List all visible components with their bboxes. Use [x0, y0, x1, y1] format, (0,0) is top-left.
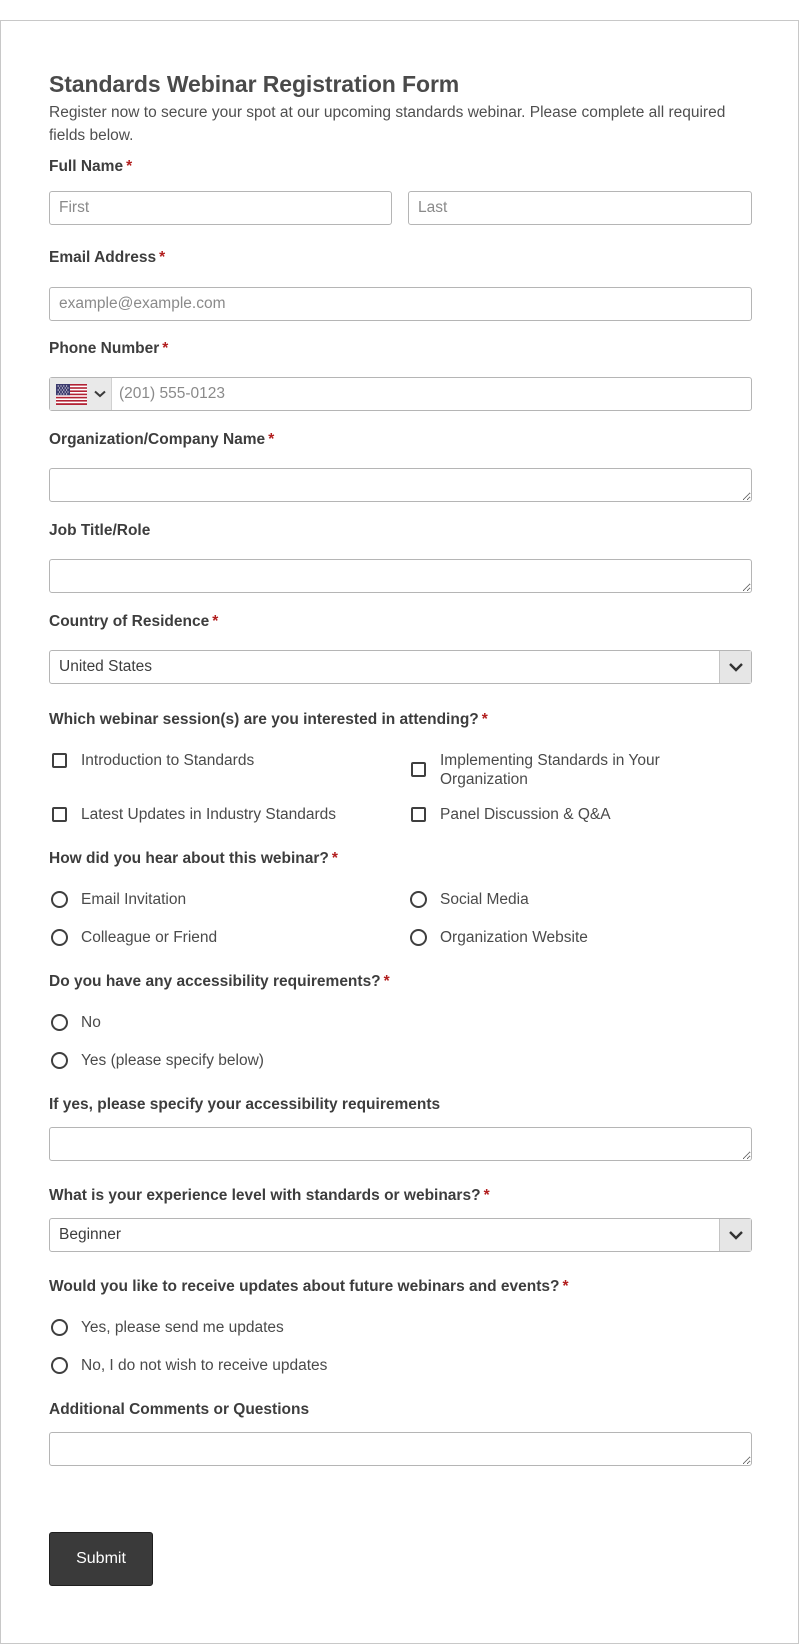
session-option[interactable]	[411, 805, 611, 824]
checkbox[interactable]	[411, 762, 426, 777]
heard-about-label	[49, 850, 338, 868]
experience-select-arrow[interactable]	[719, 1219, 751, 1251]
organization-input[interactable]	[49, 468, 752, 502]
required-marker: *	[268, 431, 275, 448]
experience-label-text: What is your experience level with standards or webinars?	[49, 1187, 481, 1204]
heard-about-option[interactable]	[410, 928, 588, 947]
phone-label-text: Phone Number	[49, 340, 160, 357]
heard-about-option[interactable]	[51, 928, 217, 947]
phone-label	[49, 340, 168, 358]
heard-about-option-label: Social Media	[440, 891, 529, 908]
organization-label	[49, 431, 274, 449]
accessibility-details-input[interactable]	[49, 1127, 752, 1161]
session-option-label: Introduction to Standards	[81, 752, 255, 769]
accessibility-option-label: Yes (please specify below)	[81, 1052, 264, 1069]
required-marker: *	[331, 850, 338, 867]
submit-button[interactable]: Submit	[49, 1532, 153, 1586]
accessibility-details-label	[49, 1096, 440, 1114]
session-option[interactable]	[52, 751, 254, 770]
country-code-selector[interactable]	[50, 378, 112, 410]
updates-option-label: Yes, please send me updates	[81, 1319, 284, 1336]
accessibility-details-label-text: If yes, please specify your accessibility requirements	[49, 1096, 441, 1113]
required-marker: *	[481, 711, 488, 728]
accessibility-option[interactable]	[51, 1013, 101, 1032]
sessions-label-text: Which webinar session(s) are you interested in attending?	[49, 711, 479, 728]
accessibility-label	[49, 973, 390, 991]
comments-input[interactable]	[49, 1432, 752, 1466]
session-option-label: Panel Discussion & Q&A	[440, 806, 611, 823]
form-title: Standards Webinar Registration Form	[49, 71, 460, 97]
experience-select[interactable]	[49, 1218, 752, 1252]
radio[interactable]	[51, 1052, 68, 1069]
country-select-arrow[interactable]	[719, 651, 751, 683]
accessibility-label-text: Do you have any accessibility requirements?	[49, 973, 381, 990]
last-name-input[interactable]	[408, 191, 752, 225]
heard-about-option-label: Email Invitation	[81, 891, 187, 908]
job-title-label-text: Job Title/Role	[49, 522, 151, 539]
checkbox[interactable]	[52, 753, 67, 768]
required-marker: *	[383, 973, 390, 990]
session-option[interactable]	[52, 805, 336, 824]
country-selected-value: United States	[59, 658, 153, 675]
experience-label	[49, 1187, 490, 1205]
job-title-input[interactable]	[49, 559, 752, 593]
country-select[interactable]	[49, 650, 752, 684]
heard-about-label-text: How did you hear about this webinar?	[49, 850, 329, 867]
updates-option[interactable]	[51, 1318, 284, 1337]
session-option[interactable]	[411, 751, 710, 789]
required-marker: *	[483, 1187, 490, 1204]
country-label	[49, 613, 218, 631]
required-marker: *	[162, 340, 169, 357]
comments-label-text: Additional Comments or Questions	[49, 1401, 310, 1418]
heard-about-option-label: Colleague or Friend	[81, 929, 218, 946]
job-title-label	[49, 522, 150, 540]
session-option-label: Latest Updates in Industry Standards	[81, 806, 337, 823]
email-label	[49, 249, 165, 267]
radio[interactable]	[410, 929, 427, 946]
updates-label-text: Would you like to receive updates about future webinars and events?	[49, 1278, 560, 1295]
chevron-down-icon	[728, 1230, 744, 1240]
radio[interactable]	[51, 1319, 68, 1336]
updates-option-label: No, I do not wish to receive updates	[81, 1357, 328, 1374]
phone-field	[49, 377, 752, 411]
full-name-label	[49, 158, 132, 176]
required-marker: *	[159, 249, 166, 266]
checkbox[interactable]	[52, 807, 67, 822]
heard-about-option[interactable]	[51, 890, 186, 909]
required-marker: *	[126, 158, 133, 175]
checkbox[interactable]	[411, 807, 426, 822]
accessibility-option[interactable]	[51, 1051, 264, 1070]
heard-about-option[interactable]	[410, 890, 529, 909]
session-option-label: Implementing Standards in Your Organization	[440, 752, 660, 788]
sessions-label	[49, 711, 488, 729]
form-description: Register now to secure your spot at our upcoming standards webinar. Please complete all required fields below.	[49, 104, 726, 144]
comments-label	[49, 1401, 309, 1419]
radio[interactable]	[51, 891, 68, 908]
us-flag-icon	[56, 384, 87, 405]
experience-selected-value: Beginner	[59, 1226, 122, 1243]
organization-label-text: Organization/Company Name	[49, 431, 266, 448]
radio[interactable]	[410, 891, 427, 908]
radio[interactable]	[51, 929, 68, 946]
radio[interactable]	[51, 1014, 68, 1031]
required-marker: *	[562, 1278, 569, 1295]
email-input[interactable]	[49, 287, 752, 321]
phone-input[interactable]	[112, 378, 742, 410]
chevron-down-icon	[728, 662, 744, 672]
first-name-input[interactable]	[49, 191, 392, 225]
email-label-text: Email Address	[49, 249, 157, 266]
required-marker: *	[212, 613, 219, 630]
updates-label	[49, 1278, 569, 1296]
updates-option[interactable]	[51, 1356, 327, 1375]
accessibility-option-label: No	[81, 1014, 101, 1031]
country-label-text: Country of Residence	[49, 613, 210, 630]
chevron-down-icon	[94, 390, 106, 398]
radio[interactable]	[51, 1357, 68, 1374]
heard-about-option-label: Organization Website	[440, 929, 588, 946]
full-name-label-text: Full Name	[49, 158, 124, 175]
